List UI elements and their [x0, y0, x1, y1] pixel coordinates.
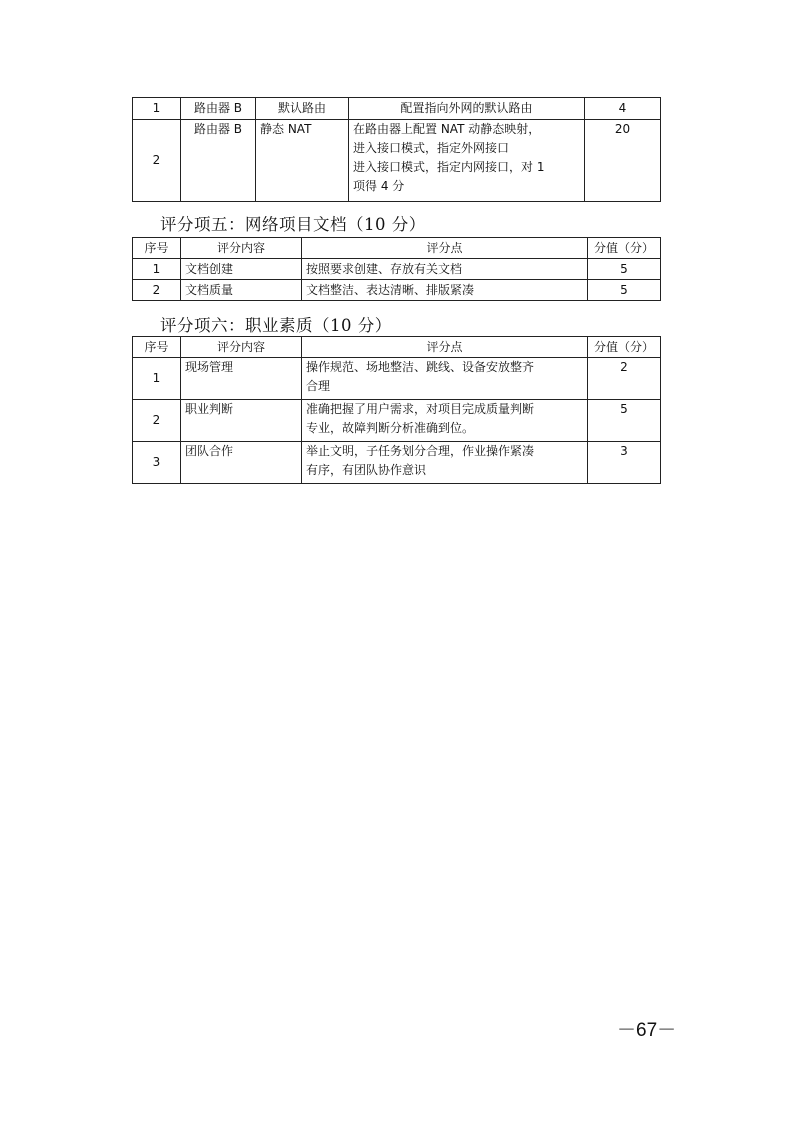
point-line: 有序，有团队协作意识 [306, 463, 427, 477]
table-row [133, 280, 661, 301]
table-row [133, 120, 661, 202]
row-number: 1 [133, 358, 181, 400]
content-cell: 文档质量 [181, 280, 302, 301]
point-cell [302, 442, 588, 484]
header-content: 评分内容 [181, 238, 302, 259]
point-line: 举止文明，子任务划分合理，作业操作紧凑 [306, 444, 535, 458]
row-number: 2 [133, 280, 181, 301]
header-no: 序号 [133, 238, 181, 259]
header-score: 分值（分） [588, 238, 661, 259]
point-line: 操作规范、场地整洁、跳线、设备安放整齐 [306, 360, 535, 374]
header-no: 序号 [133, 337, 181, 358]
header-point: 评分点 [302, 238, 588, 259]
content-cell: 现场管理 [181, 358, 302, 400]
detail-cell [349, 98, 585, 120]
content-cell: 职业判断 [181, 400, 302, 442]
routing-score-table [132, 97, 661, 202]
point-cell: 文档整洁、表达清晰、排版紧凑 [302, 280, 588, 301]
header-point: 评分点 [302, 337, 588, 358]
row-number: 2 [133, 400, 181, 442]
detail-line: 项得 4 分 [353, 179, 405, 193]
device-cell: 路由器 B [181, 120, 256, 202]
score-cell: 2 [588, 358, 661, 400]
point-line: 准确把握了用户需求，对项目完成质量判断 [306, 402, 535, 416]
table-row [133, 259, 661, 280]
detail-cell [349, 120, 585, 202]
detail-line: 进入接口模式，指定内网接口，对 1 [353, 160, 545, 174]
score-cell: 4 [585, 98, 661, 120]
detail-line: 配置指向外网的默认路由 [400, 101, 533, 115]
score-cell: 20 [585, 120, 661, 202]
table-header-row [133, 337, 661, 358]
point-cell [302, 400, 588, 442]
page-number: －67－ [617, 1020, 677, 1041]
section-six-title: 评分项六：职业素质（10 分） [160, 316, 392, 335]
content-cell: 文档创建 [181, 259, 302, 280]
header-score: 分值（分） [588, 337, 661, 358]
row-number: 1 [133, 259, 181, 280]
score-cell: 5 [588, 280, 661, 301]
score-cell: 5 [588, 400, 661, 442]
table-row [133, 358, 661, 400]
row-number: 1 [133, 98, 181, 120]
row-number: 2 [133, 120, 181, 202]
detail-line: 进入接口模式，指定外网接口 [353, 141, 510, 155]
score-cell: 5 [588, 259, 661, 280]
detail-line: 在路由器上配置 NAT 动静态映射， [353, 122, 541, 136]
device-cell: 路由器 B [181, 98, 256, 120]
table-row [133, 98, 661, 120]
point-cell [302, 358, 588, 400]
score-cell: 3 [588, 442, 661, 484]
table-row [133, 400, 661, 442]
professional-score-table [132, 336, 661, 484]
section-five-title: 评分项五：网络项目文档（10 分） [160, 215, 426, 234]
row-number: 3 [133, 442, 181, 484]
task-cell: 默认路由 [256, 98, 349, 120]
task-cell: 静态 NAT [256, 120, 349, 202]
point-line: 专业，故障判断分析准确到位。 [306, 421, 475, 435]
header-content: 评分内容 [181, 337, 302, 358]
document-score-table [132, 237, 661, 301]
table-row [133, 442, 661, 484]
content-cell: 团队合作 [181, 442, 302, 484]
table-header-row [133, 238, 661, 259]
point-cell: 按照要求创建、存放有关文档 [302, 259, 588, 280]
point-line: 合理 [306, 379, 331, 393]
